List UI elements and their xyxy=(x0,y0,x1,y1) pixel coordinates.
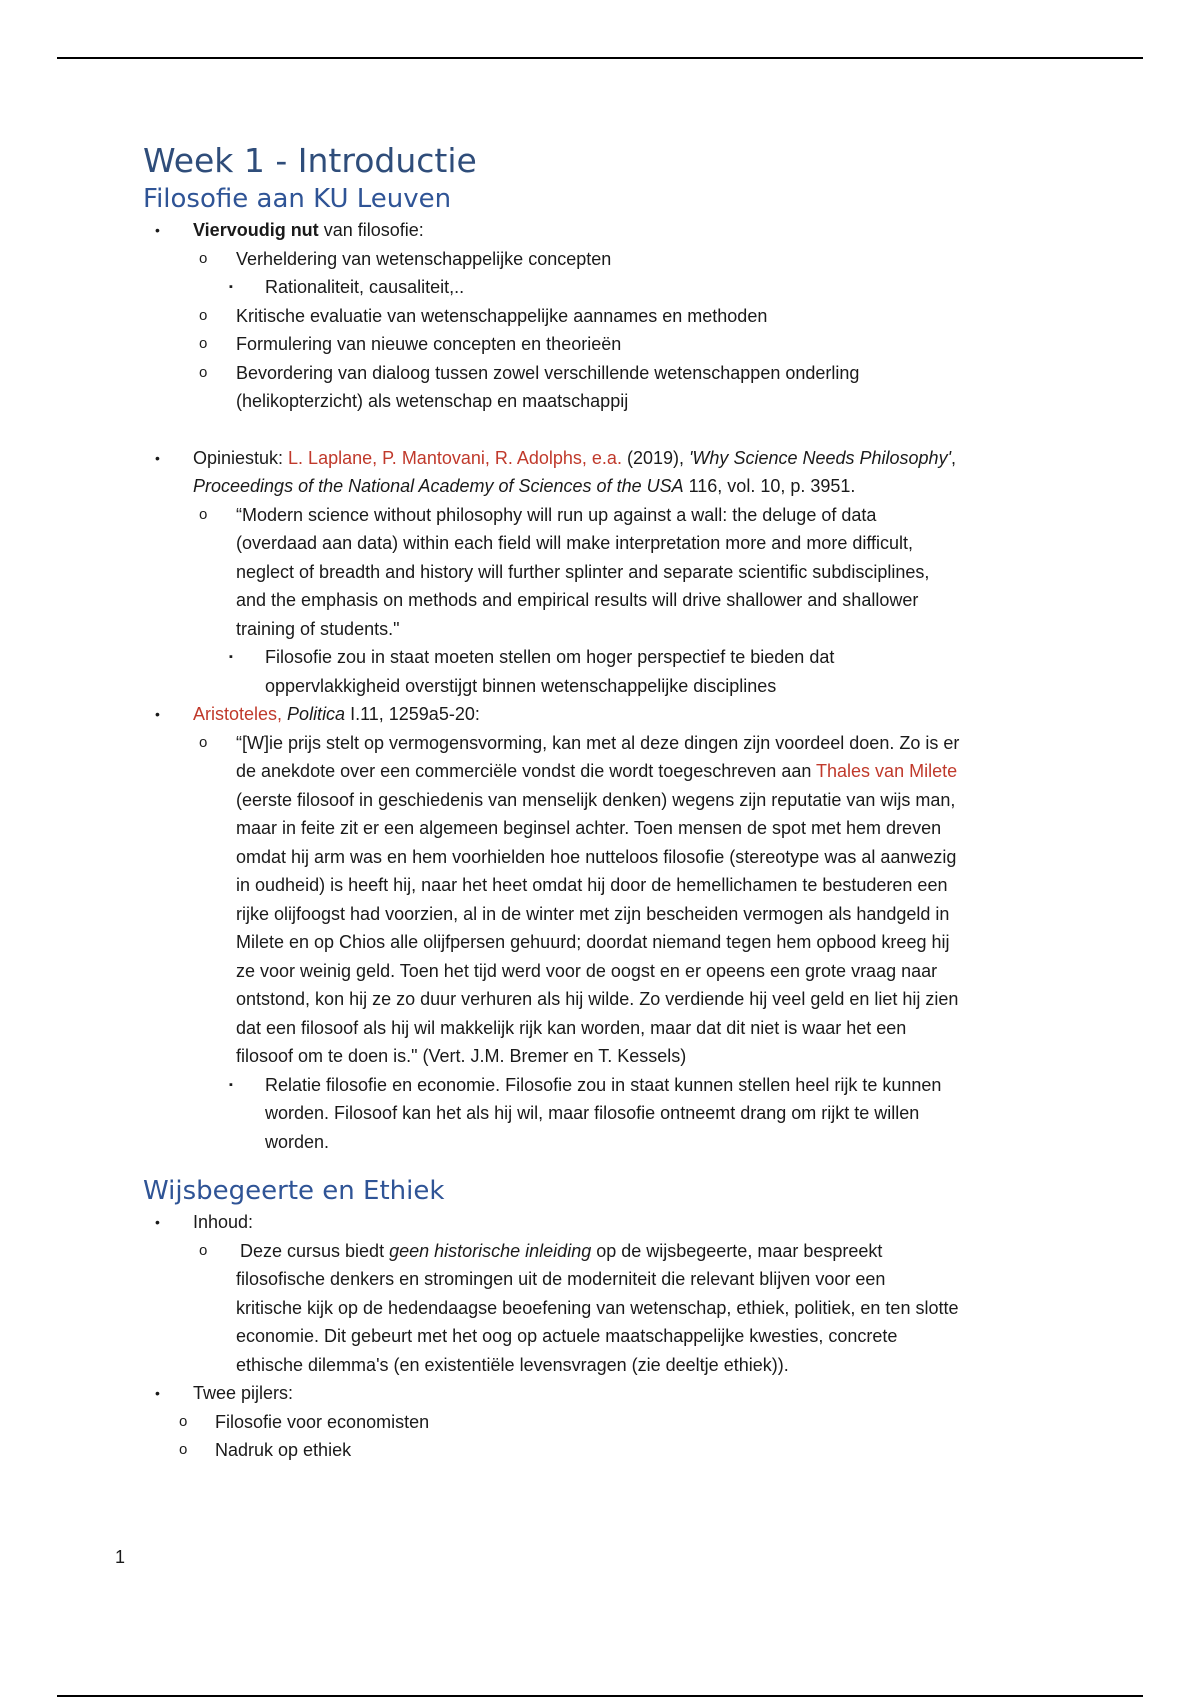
list-item: • Viervoudig nut van filosofie: xyxy=(143,216,1073,245)
quote-line: dat een filosoof als hij wil makkelijk rijk kan worden, maar dat dit niet is waar het een xyxy=(236,1017,907,1038)
list-item: o Filosofie voor economisten xyxy=(143,1408,1073,1437)
page-number: 1 xyxy=(115,1547,126,1567)
quote-line: de anekdote over een commerciële vondst die wordt toegeschreven aan Thales van Milete xyxy=(236,761,958,781)
note-line: worden. xyxy=(265,1131,330,1152)
circle-marker: o xyxy=(199,335,208,352)
quote-line: (eerste filosoof in geschiedenis van menselijk denken) wegens zijn reputatie van wijs man, xyxy=(236,789,956,810)
thales-link: Thales van Milete xyxy=(816,761,958,781)
square-marker: ▪ xyxy=(229,281,233,293)
quote-line: and the emphasis on methods and empirical results will drive shallower and shallower xyxy=(236,590,919,610)
bullet-marker: • xyxy=(155,706,160,722)
list-item: o Deze cursus biedt geen historische inleiding op de wijsbegeerte, maar bespreekt xyxy=(143,1237,1073,1266)
circle-marker: o xyxy=(199,1241,208,1259)
quote-line: maar in feite zit er een algemeen beginsel achter. Toen mensen de spot met hem dreven xyxy=(236,818,942,838)
section-heading-wijsbegeerte: Wijsbegeerte en Ethiek xyxy=(143,1176,445,1206)
list-item-continuation: (helikopterzicht) als wetenschap en maatschappij xyxy=(236,391,629,411)
list-item: ▪ Rationaliteit, causaliteit,.. xyxy=(143,273,1073,302)
list-item: • Inhoud: xyxy=(143,1208,1073,1237)
footer-rule xyxy=(57,1695,1143,1697)
quote-line: training of students." xyxy=(236,618,400,639)
circle-marker: o xyxy=(199,306,208,324)
header-rule xyxy=(57,57,1143,59)
bullet-marker: • xyxy=(155,222,160,238)
note-line: worden. Filosoof kan het als hij wil, maar filosofie ontneemt drang om rijkt te willen xyxy=(265,1103,920,1123)
square-marker: ▪ xyxy=(229,1078,233,1091)
list-item: o “[W]ie prijs stelt op vermogensvorming, kan met al deze dingen zijn voordeel doen. Zo is er xyxy=(143,729,1073,758)
circle-marker: o xyxy=(199,363,208,381)
list-item: o Nadruk op ethiek xyxy=(143,1436,1073,1465)
paragraph-line: economie. Dit gebeurt met het oog op actuele maatschappelijke kwesties, concrete xyxy=(236,1326,898,1346)
note-line: oppervlakkigheid overstijgt binnen wetenschappelijke disciplines xyxy=(265,675,777,696)
list-item-continuation: Proceedings of the National Academy of Sciences of the USA 116, vol. 10, p. 3951. xyxy=(193,476,856,496)
list-item: o Kritische evaluatie van wetenschappelijke aannames en methoden xyxy=(143,302,1073,331)
list-item: o Bevordering van dialoog tussen zowel verschillende wetenschappen onderling xyxy=(143,359,1073,388)
paragraph-line: kritische kijk op de hedendaagse beoefening van wetenschap, ethiek, politiek, en ten slotte xyxy=(236,1297,959,1318)
quote-line: (overdaad aan data) within each field will make interpretation more and more difficult, xyxy=(236,533,914,553)
author-link: L. Laplane, P. Mantovani, R. Adolphs, e.a. xyxy=(288,447,622,468)
quote-line: filosoof om te doen is." (Vert. J.M. Bremer en T. Kessels) xyxy=(236,1046,687,1066)
quote-line: omdat hij arm was en hem voorhielden hoe nutteloos filosofie (stereotype was al aanwezig xyxy=(236,846,957,867)
square-marker: ▪ xyxy=(229,651,233,663)
circle-marker: o xyxy=(199,505,208,523)
quote-line: rijke olijfoogst had voorzien, al in de winter met zijn bescheiden vermogen als handgeld in xyxy=(236,903,950,924)
quote-line: in oudheid) is heeft hij, naar het heet omdat hij door de hemellichamen te bestuderen een xyxy=(236,875,948,895)
section-heading-ku-leuven: Filosofie aan KU Leuven xyxy=(143,184,452,214)
quote-line: Milete en op Chios alle olijfpersen gehuurd; doordat niemand tegen hem opbood kreeg hij xyxy=(236,932,950,952)
paragraph-line: filosofische denkers en stromingen uit de moderniteit die relevant blijven voor een xyxy=(236,1269,886,1289)
circle-marker: o xyxy=(179,1412,188,1430)
document-body xyxy=(143,140,1073,1465)
circle-marker: o xyxy=(199,733,208,751)
bullet-marker: • xyxy=(155,449,160,466)
list-item: o “Modern science without philosophy will run up against a wall: the deluge of data xyxy=(143,501,1073,530)
bold-text: Viervoudig nut xyxy=(193,220,319,240)
list-item: ▪ Filosofie zou in staat moeten stellen om hoger perspectief te bieden dat xyxy=(143,643,1073,672)
circle-marker: o xyxy=(179,1441,188,1458)
list-item: • Opiniestuk: L. Laplane, P. Mantovani, R. Adolphs, e.a. (2019), 'Why Science Needs Philosophy', xyxy=(143,444,1073,473)
list-item: o Formulering van nieuwe concepten en theorieën xyxy=(143,330,1073,359)
bullet-marker: • xyxy=(155,1385,160,1401)
quote-line: ontstond, kon hij ze zo duur verhuren als hij wilde. Zo verdiende hij veel geld en liet hij zien xyxy=(236,989,959,1009)
circle-marker: o xyxy=(199,249,208,267)
quote-line: neglect of breadth and history will further splinter and separate scientific subdisciplines, xyxy=(236,561,930,582)
page-title: Week 1 - Introductie xyxy=(143,141,477,180)
list-item: o Verheldering van wetenschappelijke concepten xyxy=(143,245,1073,274)
list-item: ▪ Relatie filosofie en economie. Filosofie zou in staat kunnen stellen heel rijk te kunnen xyxy=(143,1071,1073,1100)
list-item: • Twee pijlers: xyxy=(143,1379,1073,1408)
bullet-marker: • xyxy=(155,1214,160,1230)
author-link: Aristoteles, xyxy=(193,704,288,724)
list-item: • Aristoteles, Politica I.11, 1259a5-20: xyxy=(143,700,1073,729)
paragraph-line: ethische dilemma's (en existentiële levensvragen (zie deeltje ethiek)). xyxy=(236,1354,789,1375)
quote-line: ze voor weinig geld. Toen het tijd werd voor de oogst en er opeens een grote vraag naar xyxy=(236,960,938,981)
